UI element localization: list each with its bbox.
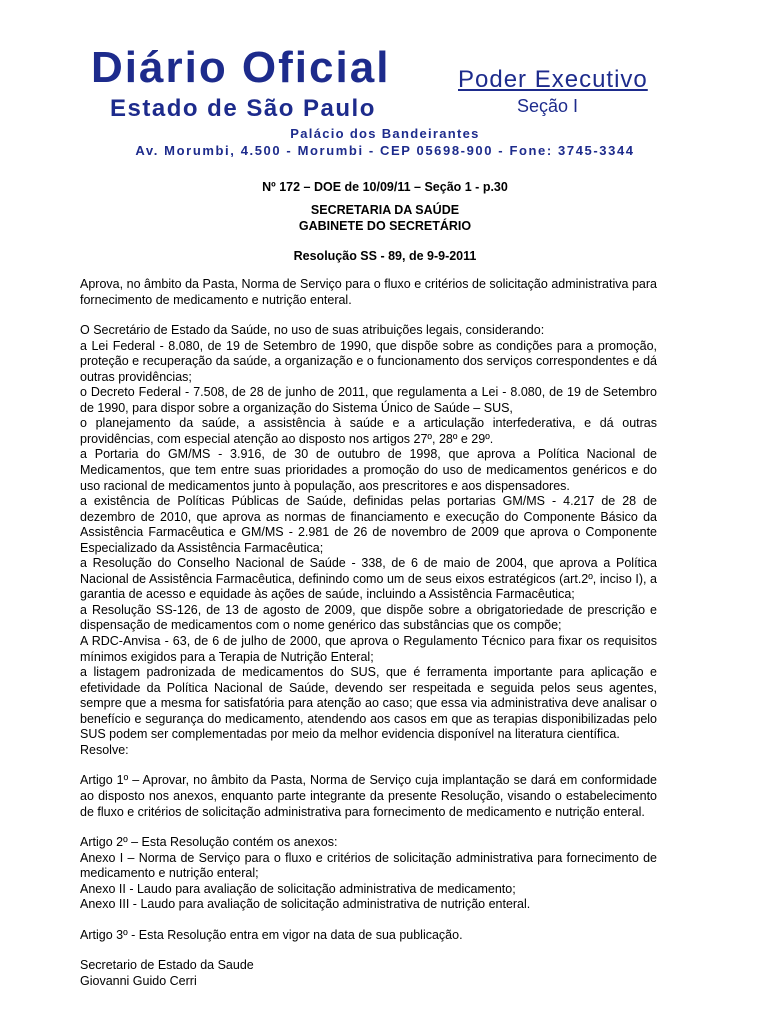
consideration-item: a Lei Federal - 8.080, de 19 de Setembro de 1990, que dispõe sobre as condições para a promoção, proteção e recuperação da saúde, a organização e o funcionamento dos serviços correspondentes e dá outras providências; xyxy=(80,338,657,384)
article-1: Artigo 1º – Aprovar, no âmbito da Pasta, Norma de Serviço cuja implantação se dará em conformidade ao disposto nos anexos, enquanto parte integrante da presente Resolução, visando o estabelecimento de fluxo e critérios de solicitação administrativa para fornecimento de medicamento e nutrição enteral. xyxy=(80,773,657,819)
signature-role: Secretario de Estado da Saude xyxy=(80,958,254,973)
consideration-item: a Resolução do Conselho Nacional de Saúde - 338, de 6 de maio de 2004, que aprova a Política Nacional de Assistência Farmacêutica, definindo como um de seus eixos estratégicos (art.2º, inciso I), a garantia de acesso e equidade às ações de saúde, incluindo a Assistência Farmacêutica; xyxy=(80,556,657,602)
masthead-state: Estado de São Paulo xyxy=(110,95,376,122)
consideration-item: o planejamento da saúde, a assistência à saúde e a articulação interfederativa, e dá outras providências, com especial atenção ao disposto nos artigos 27º, 28º e 29º. xyxy=(80,416,657,446)
department-heading: SECRETARIA DA SAÚDE xyxy=(310,203,460,217)
resolution-title: Resolução SS - 89, de 9-9-2011 xyxy=(293,249,477,263)
annex-item: Anexo III - Laudo para avaliação de solicitação administrativa de nutrição enteral. xyxy=(80,897,531,912)
consideration-item: A RDC-Anvisa - 63, de 6 de julho de 2000, que aprova o Regulamento Técnico para fixar os requisitos mínimos exigidos para a Terapia de Nutrição Enteral; xyxy=(80,634,657,664)
annex-item: Anexo I – Norma de Serviço para o fluxo e critérios de solicitação administrativa para fornecimento de medicamento e nutrição enteral; xyxy=(80,850,657,881)
address-line: Av. Morumbi, 4.500 - Morumbi - CEP 05698-900 - Fone: 3745-3344 xyxy=(135,143,635,158)
branch-label: Poder Executivo xyxy=(458,66,648,93)
office-heading: GABINETE DO SECRETÁRIO xyxy=(298,219,472,233)
consideration-item: o Decreto Federal - 7.508, de 28 de junho de 2011, que regulamenta a Lei - 8.080, de 19 de Setembro de 1990, para dispor sobre a organização do Sistema Único de Saúde – SUS, xyxy=(80,385,657,415)
masthead-title: Diário Oficial xyxy=(91,43,391,92)
annex-item: Anexo II - Laudo para avaliação de solicitação administrativa de medicamento; xyxy=(80,881,516,896)
summary-paragraph: Aprova, no âmbito da Pasta, Norma de Serviço para o fluxo e critérios de solicitação administrativa para fornecimento de medicamento e nutrição enteral. xyxy=(80,277,657,307)
signature-name: Giovanni Guido Cerri xyxy=(80,973,197,988)
issue-line: Nº 172 – DOE de 10/09/11 – Seção 1 - p.30 xyxy=(262,180,508,194)
consideration-item: a Portaria do GM/MS - 3.916, de 30 de outubro de 1998, que aprova a Política Nacional de Medicamentos, que tem entre suas prioridades a promoção do uso de medicamentos genéricos e do uso racional de medicamentos junto à população, aos prescritores e aos dispensadores. xyxy=(80,447,657,493)
consideration-item: a listagem padronizada de medicamentos do SUS, que é ferramenta importante para aplicação e efetividade da Política Nacional de Saúde, devendo ser respeitada e seguida pelos seus agentes, sempre que a mesma for satisfatória para atenção ao caso; que essa via administrativa deve analisar o benefício e segurança do medicamento, atendendo aos casos em que as terapias disponibilizadas pelo SUS podem ser complementadas por meio da melhor evidencia disponível na literatura científica. xyxy=(80,665,657,742)
consideration-item: a Resolução SS-126, de 13 de agosto de 2009, que dispõe sobre a obrigatoriedade de prescrição e dispensação de medicamentos com o nome genérico das substâncias que os compõe; xyxy=(80,602,657,633)
resolve-line: Resolve: xyxy=(80,742,129,757)
consideration-intro: O Secretário de Estado da Saúde, no uso de suas atribuições legais, considerando: xyxy=(80,323,545,338)
section-label: Seção I xyxy=(517,96,579,116)
consideration-item: a existência de Políticas Públicas de Saúde, definidas pelas portarias GM/MS - 4.217 de 28 de dezembro de 2010, que aprova as normas de financiamento e execução do Componente Básico da Assistência Farmacêutica e GM/MS - 2.981 de 26 de novembro de 2009 que aprova o Componente Especializado da Assistência Farmacêutica; xyxy=(80,494,657,555)
document-body xyxy=(80,277,657,989)
article-3: Artigo 3º - Esta Resolução entra em vigor na data de sua publicação. xyxy=(80,927,463,942)
palace-line: Palácio dos Bandeirantes xyxy=(290,126,480,141)
article-2-heading: Artigo 2º – Esta Resolução contém os anexos: xyxy=(80,835,338,850)
